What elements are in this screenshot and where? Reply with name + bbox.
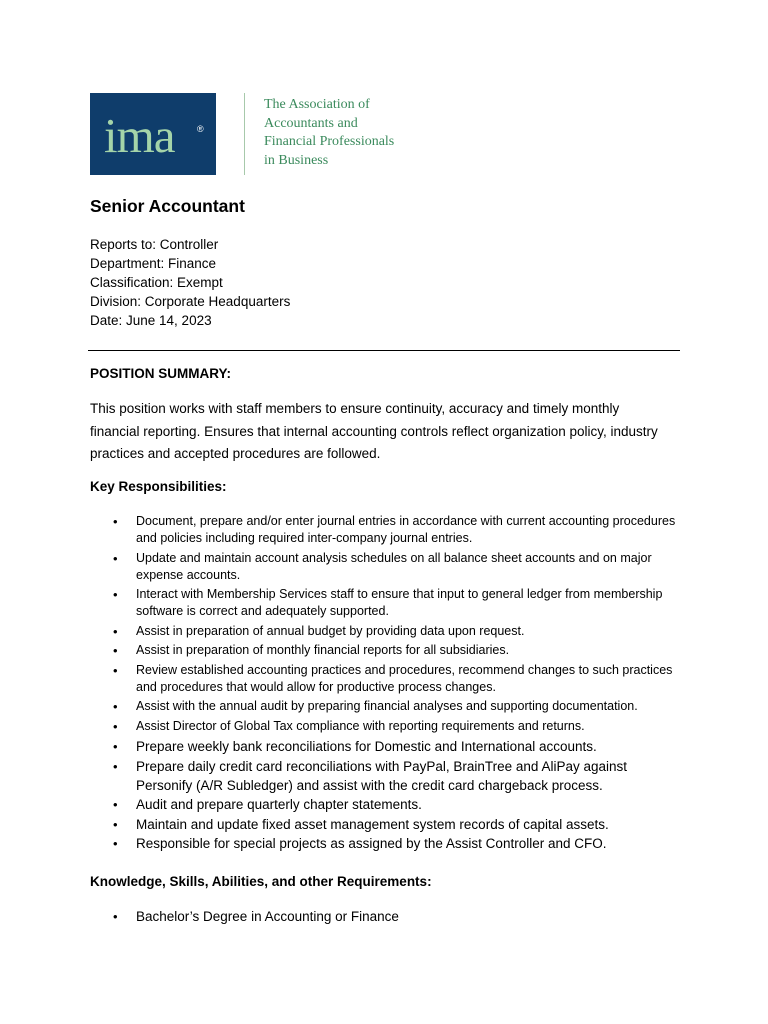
job-meta [90, 235, 290, 330]
logo-registered-mark: ® [197, 124, 204, 134]
bullet-icon: • [113, 816, 118, 832]
bullet-icon: • [113, 909, 118, 924]
requirements-list [0, 907, 676, 927]
bullet-icon: • [113, 797, 118, 812]
list-item [0, 834, 676, 853]
list-item [0, 586, 676, 620]
list-item-text: Assist with the annual audit by preparing financial analyses and supporting documentation. [136, 699, 638, 713]
meta-department: Department: Finance [90, 256, 217, 271]
bullet-icon: • [113, 623, 118, 639]
association-line: The Association of [264, 97, 370, 112]
bullet-icon: • [113, 662, 118, 678]
bullet-icon: • [113, 699, 118, 714]
list-item [0, 737, 676, 756]
list-item-text: Assist in preparation of annual budget by providing data upon request. [136, 623, 525, 638]
list-item [0, 642, 676, 659]
list-item [0, 795, 676, 814]
list-item-text: Document, prepare and/or enter journal entries in accordance with current accounting procedures and policies including required inter-company journal entries. [136, 514, 676, 545]
list-item-text: Audit and prepare quarterly chapter statements. [136, 797, 422, 812]
list-item [0, 698, 676, 715]
bullet-icon: • [113, 836, 118, 851]
list-item-text: Assist in preparation of monthly financial reports for all subsidiaries. [136, 643, 510, 657]
list-item-text: Prepare weekly bank reconciliations for Domestic and International accounts. [136, 739, 597, 754]
meta-classification: Classification: Exempt [90, 275, 223, 290]
position-summary-heading: POSITION SUMMARY: [90, 366, 231, 381]
list-item-text: Interact with Membership Services staff to ensure that input to general ledger from membership software is correct and adequately supported. [136, 587, 663, 618]
list-item [0, 815, 676, 834]
bullet-icon: • [113, 758, 118, 774]
list-item-text: Review established accounting practices and procedures, recommend changes to such practices and procedures that would allow for productive process changes. [136, 662, 673, 694]
list-item-text: Bachelor’s Degree in Accounting or Finance [136, 909, 399, 924]
list-item [0, 718, 676, 735]
bullet-icon: • [113, 550, 118, 566]
list-item-text: Prepare daily credit card reconciliations with PayPal, BrainTree and AliPay against Personify (A/R Subledger) and assist with the credit card chargeback process. [136, 758, 627, 793]
list-item-text: Assist Director of Global Tax compliance with reporting requirements and returns. [136, 718, 585, 733]
meta-date: Date: June 14, 2023 [90, 313, 212, 328]
requirements-heading: Knowledge, Skills, Abilities, and other Requirements: [90, 874, 432, 889]
bullet-icon: • [113, 587, 118, 602]
responsibilities-heading: Key Responsibilities: [90, 479, 227, 494]
bullet-icon: • [113, 739, 118, 754]
logo-wordmark: ima [104, 108, 175, 163]
association-line: Financial Professionals [264, 134, 395, 149]
meta-reports-to: Reports to: Controller [90, 237, 219, 252]
meta-division: Division: Corporate Headquarters [90, 294, 291, 309]
list-item-text: Responsible for special projects as assigned by the Assist Controller and CFO. [136, 836, 607, 851]
bullet-icon: • [113, 718, 118, 734]
horizontal-rule [88, 350, 680, 351]
association-name [264, 96, 394, 170]
list-item [0, 662, 676, 696]
list-item-text: Maintain and update fixed asset management system records of capital assets. [136, 816, 609, 832]
list-item [0, 907, 676, 926]
logo-divider [244, 93, 245, 175]
list-item [0, 623, 676, 640]
bullet-icon: • [113, 643, 118, 658]
association-line: in Business [264, 152, 329, 168]
responsibilities-list [0, 513, 676, 854]
list-item-text: Update and maintain account analysis schedules on all balance sheet accounts and on major expense accounts. [136, 550, 652, 582]
job-title: Senior Accountant [90, 196, 245, 216]
list-item [0, 757, 676, 795]
association-line: Accountants and [264, 115, 358, 131]
bullet-icon: • [113, 514, 118, 529]
position-summary-text: This position works with staff members to ensure continuity, accuracy and timely monthly financial reporting. Ensures that internal accounting controls reflect organization policy, industry practices and accepted procedures are followed. [90, 401, 658, 461]
list-item [0, 513, 676, 547]
list-item [0, 550, 676, 584]
